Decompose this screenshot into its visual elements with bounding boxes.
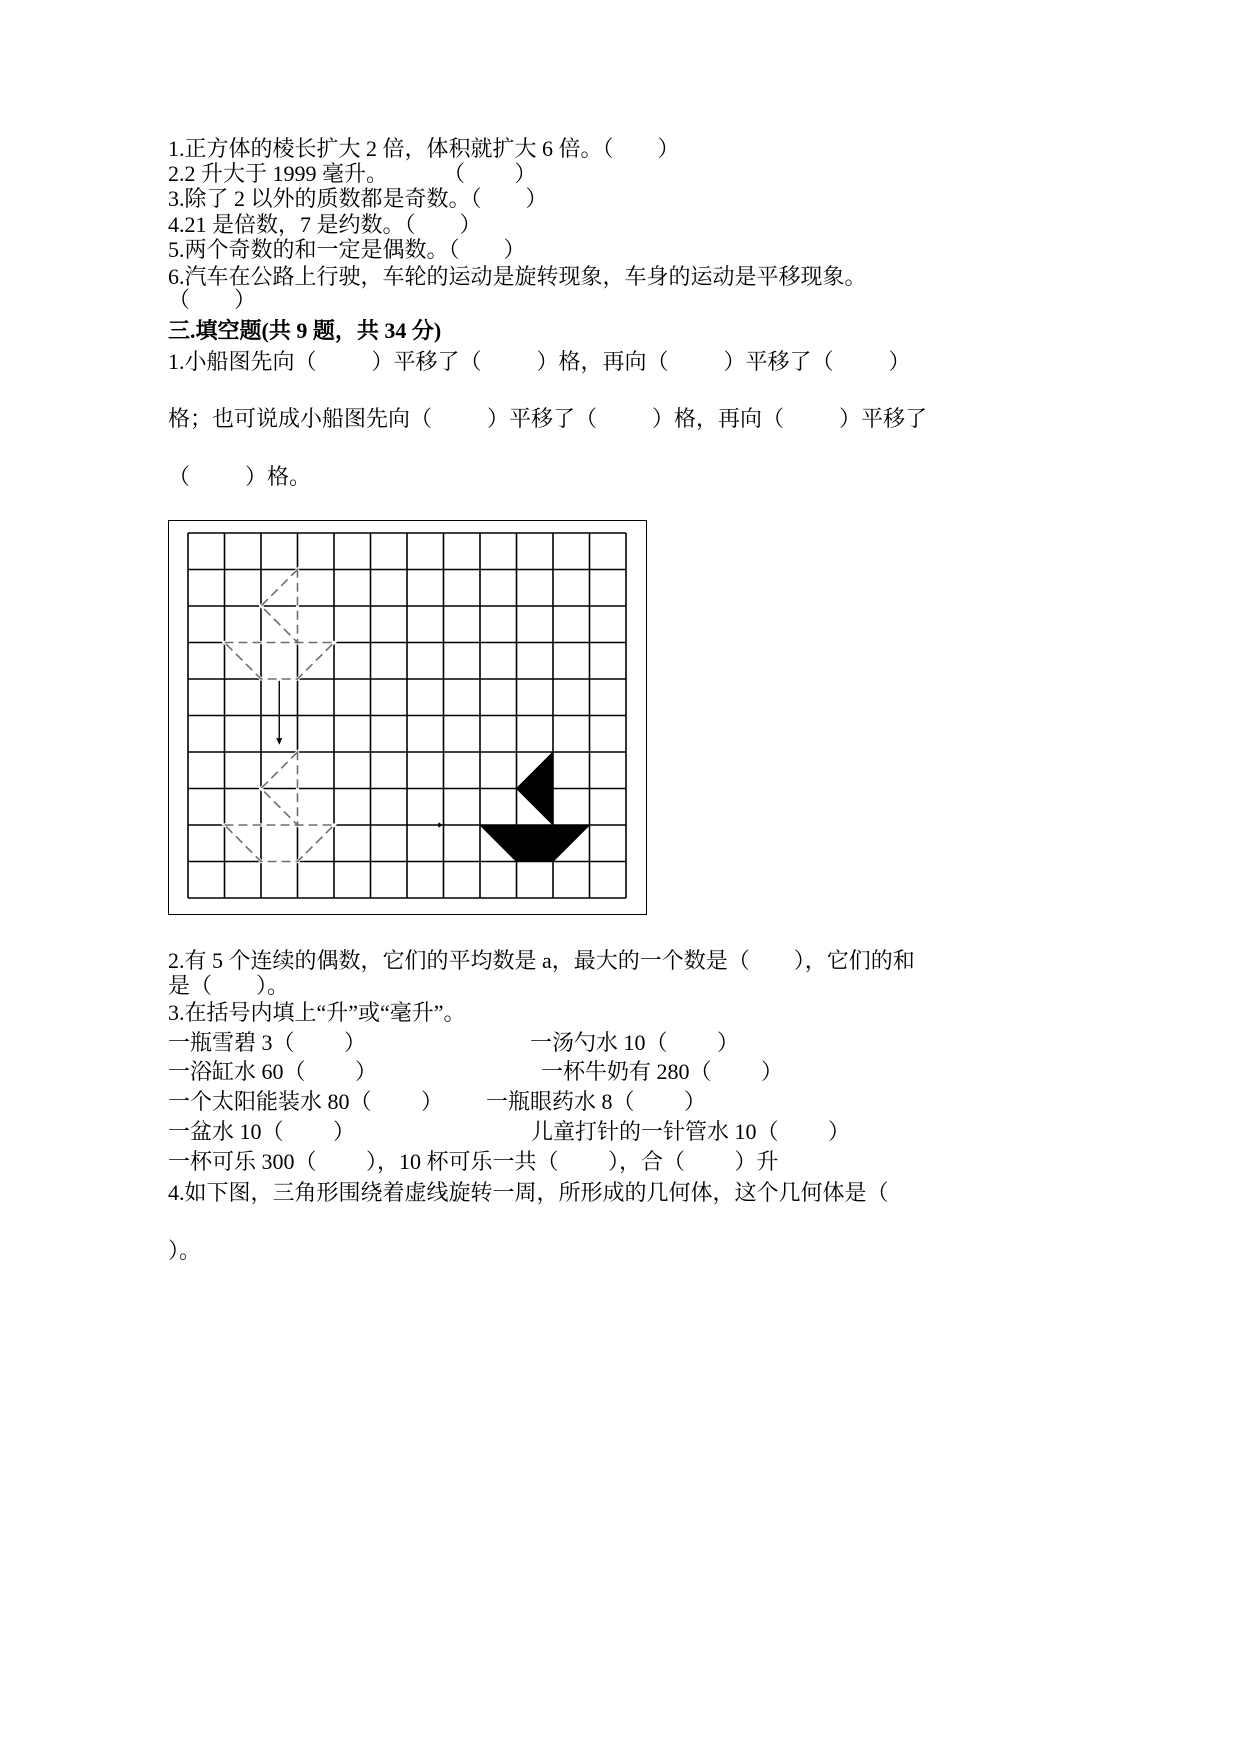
q3-row-2-left: 一浴缸水 60（ ） xyxy=(168,1059,378,1084)
judgement-item-5: 5.两个奇数的和一定是偶数。（ ） xyxy=(168,237,526,262)
q3-row-2-right: 一杯牛奶有 280（ ） xyxy=(541,1059,784,1084)
q1-line-1: 1.小船图先向（ ）平移了（ ）格，再向（ ）平移了（ ） xyxy=(168,349,911,374)
q3-row-3-left: 一个太阳能装水 80（ ） xyxy=(168,1089,444,1114)
q3-row-3-right: 一瓶眼药水 8（ ） xyxy=(486,1089,707,1114)
judgement-item-4: 4.21 是倍数，7 是约数。（ ） xyxy=(168,212,482,237)
q1-line-2: 格；也可说成小船图先向（ ）平移了（ ）格，再向（ ）平移了 xyxy=(168,406,928,431)
q3-row-4-left: 一盆水 10（ ） xyxy=(168,1119,356,1144)
q3-row-5: 一杯可乐 300（ ），10 杯可乐一共（ ），合（ ）升 xyxy=(168,1149,779,1174)
section-three-heading: 三.填空题(共 9 题，共 34 分) xyxy=(168,318,442,343)
q3-row-4-right: 儿童打针的一针管水 10（ ） xyxy=(531,1119,851,1144)
q3-row-1-right: 一汤勺水 10（ ） xyxy=(530,1030,740,1055)
judgement-item-2: 2.2 升大于 1999 毫升。 （ ） xyxy=(168,161,537,186)
judgement-item-1: 1.正方体的棱长扩大 2 倍，体积就扩大 6 倍。（ ） xyxy=(168,136,680,161)
q3-row-1-left: 一瓶雪碧 3（ ） xyxy=(168,1030,367,1055)
q2-line-2: 是（ ）。 xyxy=(168,973,290,998)
boat-translation-figure xyxy=(168,520,648,916)
q1-line-3: （ ）格。 xyxy=(168,464,312,489)
q3-instruction: 3.在括号内填上“升”或“毫升”。 xyxy=(168,1000,466,1025)
boat-grid-svg xyxy=(168,520,648,916)
q2-line-1: 2.有 5 个连续的偶数，它们的平均数是 a，最大的一个数是（ ），它们的和 xyxy=(168,948,915,973)
judgement-item-6: 6.汽车在公路上行驶，车轮的运动是旋转现象，车身的运动是平移现象。 xyxy=(168,264,867,289)
judgement-item-6-answer-blank: （ ） xyxy=(168,287,257,312)
q4-line-1: 4.如下图，三角形围绕着虚线旋转一周，所形成的几何体，这个几何体是（ xyxy=(168,1180,889,1205)
judgement-item-3: 3.除了 2 以外的质数都是奇数。（ ） xyxy=(168,186,548,211)
q4-line-2: ）。 xyxy=(168,1238,202,1263)
